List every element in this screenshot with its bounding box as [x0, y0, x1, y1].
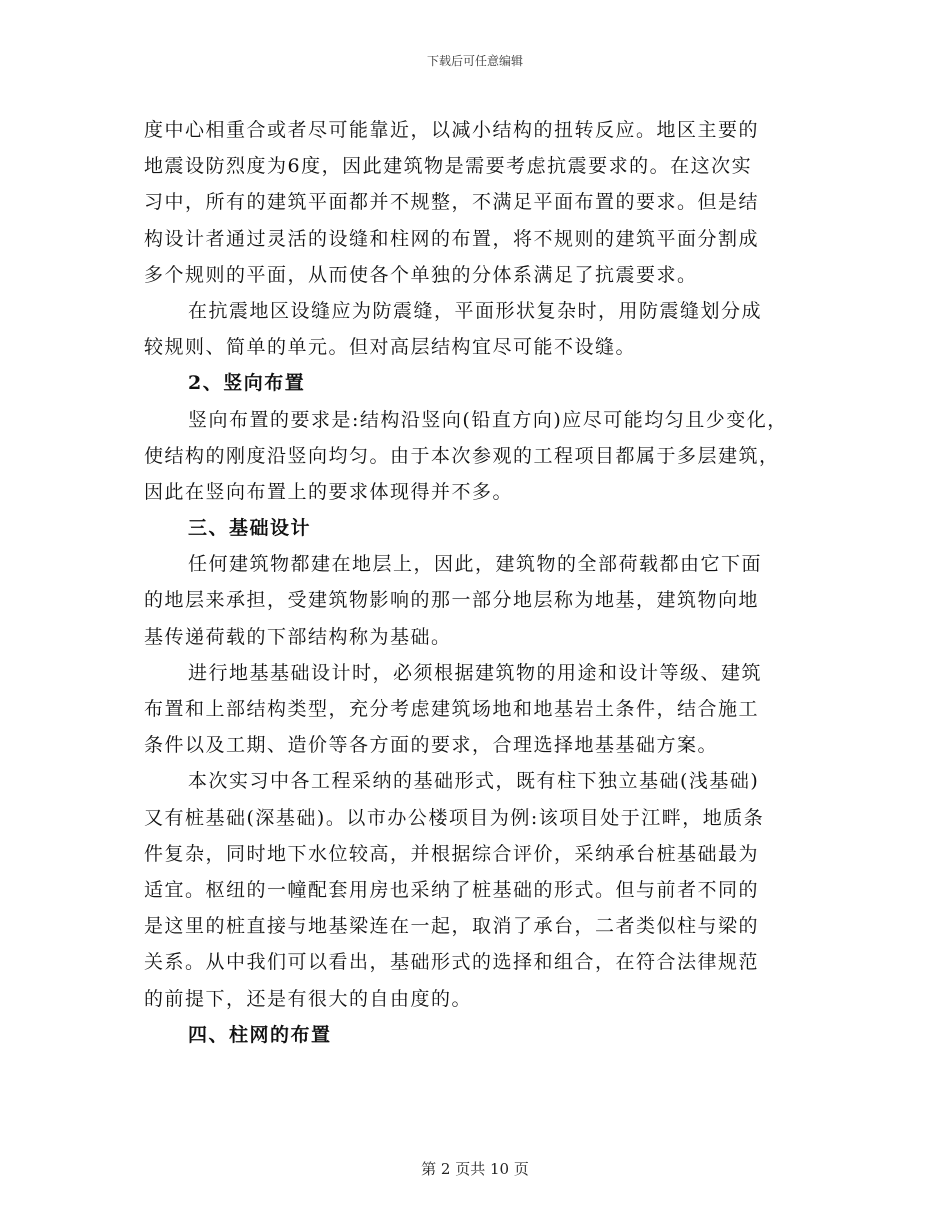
paragraph-line: 又有桩基础(深基础)。以市办公楼项目为例:该项目处于江畔，地质条	[144, 806, 765, 829]
paragraph-line: 任何建筑物都建在地层上，因此，建筑物的全部荷载都由它下面	[188, 553, 763, 576]
page-header: 下载后可任意编辑	[426, 54, 523, 68]
paragraph-line: 条件以及工期、造价等各方面的要求，合理选择地基基础方案。	[144, 734, 719, 757]
paragraph-line: 构设计者通过灵活的设缝和柱网的布置，将不规则的建筑平面分割成	[144, 227, 760, 250]
paragraph-line: 的地层来承担，受建筑物影响的那一部分地层称为地基，建筑物向地	[144, 589, 760, 612]
paragraph-line: 进行地基基础设计时，必须根据建筑物的用途和设计等级、建筑	[188, 661, 763, 684]
paragraph-line: 较规则、简单的单元。但对高层结构宜尽可能不设缝。	[144, 336, 637, 359]
paragraph-line: 的前提下，还是有很大的自由度的。	[144, 987, 473, 1010]
paragraph-line: 布置和上部结构类型，充分考虑建筑场地和地基岩土条件，结合施工	[144, 698, 760, 720]
section-heading: 四、柱网的布置	[188, 1023, 332, 1046]
paragraph-line: 是这里的桩直接与地基梁连在一起，取消了承台，二者类似柱与梁的	[144, 915, 760, 938]
document-body	[144, 112, 824, 1053]
paragraph-line: 因此在竖向布置上的要求体现得并不多。	[144, 480, 514, 503]
section-heading: 2、竖向布置	[188, 372, 306, 395]
paragraph-line: 关系。从中我们可以看出，基础形式的选择和组合，在符合法律规范	[144, 951, 760, 974]
paragraph-line: 本次实习中各工程采纳的基础形式，既有柱下独立基础(浅基础)	[188, 770, 760, 793]
paragraph-line: 使结构的刚度沿竖向均匀。由于本次参观的工程项目都属于多层建筑，	[144, 444, 780, 467]
paragraph-line: 习中，所有的建筑平面都并不规整，不满足平面布置的要求。但是结	[144, 191, 760, 214]
paragraph-line: 度中心相重合或者尽可能靠近，以减小结构的扭转反应。地区主要的	[144, 119, 760, 141]
section-heading: 三、基础设计	[188, 517, 312, 540]
paragraph-line: 基传递荷载的下部结构称为基础。	[144, 625, 452, 648]
paragraph-line: 竖向布置的要求是:结构沿竖向(铅直方向)应尽可能均匀且少变化，	[188, 408, 788, 431]
paragraph-line: 件复杂，同时地下水位较高，并根据综合评价，采纳承台桩基础最为	[144, 842, 760, 865]
paragraph-line: 在抗震地区设缝应为防震缝，平面形状复杂时，用防震缝划分成	[188, 299, 763, 322]
paragraph-line: 多个规则的平面，从而使各个单独的分体系满足了抗震要求。	[144, 263, 698, 286]
page-footer: 第 2 页共 10 页	[421, 1160, 529, 1178]
paragraph-line: 地震设防烈度为6度，因此建筑物是需要考虑抗震要求的。在这次实	[144, 155, 753, 178]
paragraph-line: 适宜。枢纽的一幢配套用房也采纳了桩基础的形式。但与前者不同的	[144, 878, 760, 901]
